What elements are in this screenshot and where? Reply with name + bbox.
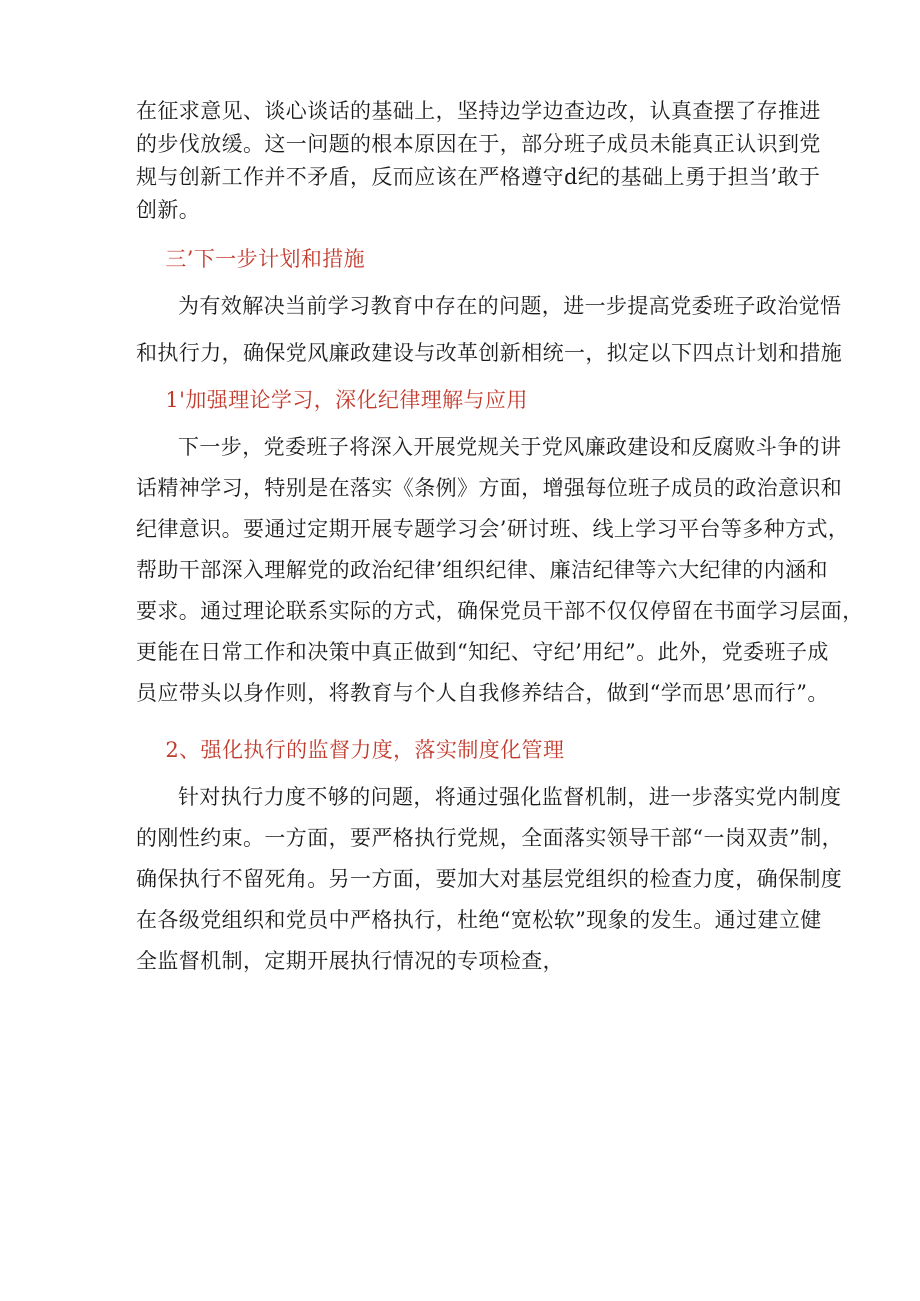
intro-line-3: 规与创新工作并不矛盾，反而应该在严格遵守d纪的基础上勇于担当’敢于 — [136, 165, 821, 189]
item2-line-5: 全监督机制，定期开展执行情况的专项检查， — [136, 949, 564, 973]
item1-heading: 1'加强理论学习，深化纪律理解与应用 — [165, 388, 528, 412]
item1-line-5: 要求。通过理论联系实际的方式，确保党员干部不仅仅停留在书面学习层面， — [136, 599, 864, 623]
item1-paragraph — [136, 432, 864, 709]
section-intro-paragraph — [136, 291, 843, 369]
item1-line-1: 下一步，党委班子将深入开展党规关于党风廉政建设和反腐败斗争的讲 — [178, 435, 842, 459]
item2-line-2: 的刚性约束。一方面，要严格执行党规，全面落实领导干部“一岗双责”制， — [136, 826, 844, 850]
intro-line-2: 的步伐放缓。这一问题的根本原因在于，部分班子成员未能真正认识到党 — [136, 132, 821, 156]
section-intro-line-1: 为有效解决当前学习教育中存在的问题，进一步提高党委班子政治觉悟 — [178, 294, 842, 318]
section-heading: 三’下一步计划和措施 — [165, 247, 366, 271]
intro-line-4: 创新。 — [136, 198, 201, 222]
item1-line-3: 纪律意识。要通过定期开展专题学习会’研讨班、线上学习平台等多种方式， — [136, 517, 850, 541]
item2-line-3: 确保执行不留死角。另一方面，要加大对基层党组织的检查力度，确保制度 — [136, 867, 843, 891]
item2-heading: 2、强化执行的监督力度，落实制度化管理 — [165, 738, 565, 762]
item1-line-7: 员应带头以身作则，将教育与个人自我修养结合，做到“学而思’思而行”。 — [136, 681, 829, 705]
item2-line-4: 在各级党组织和党员中严格执行，杜绝“宽松软”现象的发生。通过建立健 — [136, 908, 822, 932]
item1-line-6: 更能在日常工作和决策中真正做到“知纪、守纪’用纪”。此外，党委班子成 — [136, 640, 829, 664]
item2-line-1: 针对执行力度不够的问题，将通过强化监督机制，进一步落实党内制度 — [178, 785, 842, 809]
section-intro-line-2: 和执行力，确保党风廉政建设与改革创新相统一，拟定以下四点计划和措施 — [136, 341, 843, 365]
item1-line-4: 帮助干部深入理解党的政治纪律’组织纪律、廉洁纪律等六大纪律的内涵和 — [136, 558, 828, 582]
document-page — [136, 96, 864, 987]
intro-line-1: 在征求意见、谈心谈话的基础上，坚持边学边查边改，认真查摆了存推进 — [136, 99, 821, 123]
item2-paragraph — [136, 782, 844, 977]
item1-line-2: 话精神学习，特别是在落实《条例》方面，增强每位班子成员的政治意识和 — [136, 476, 843, 500]
intro-paragraph — [136, 96, 821, 226]
